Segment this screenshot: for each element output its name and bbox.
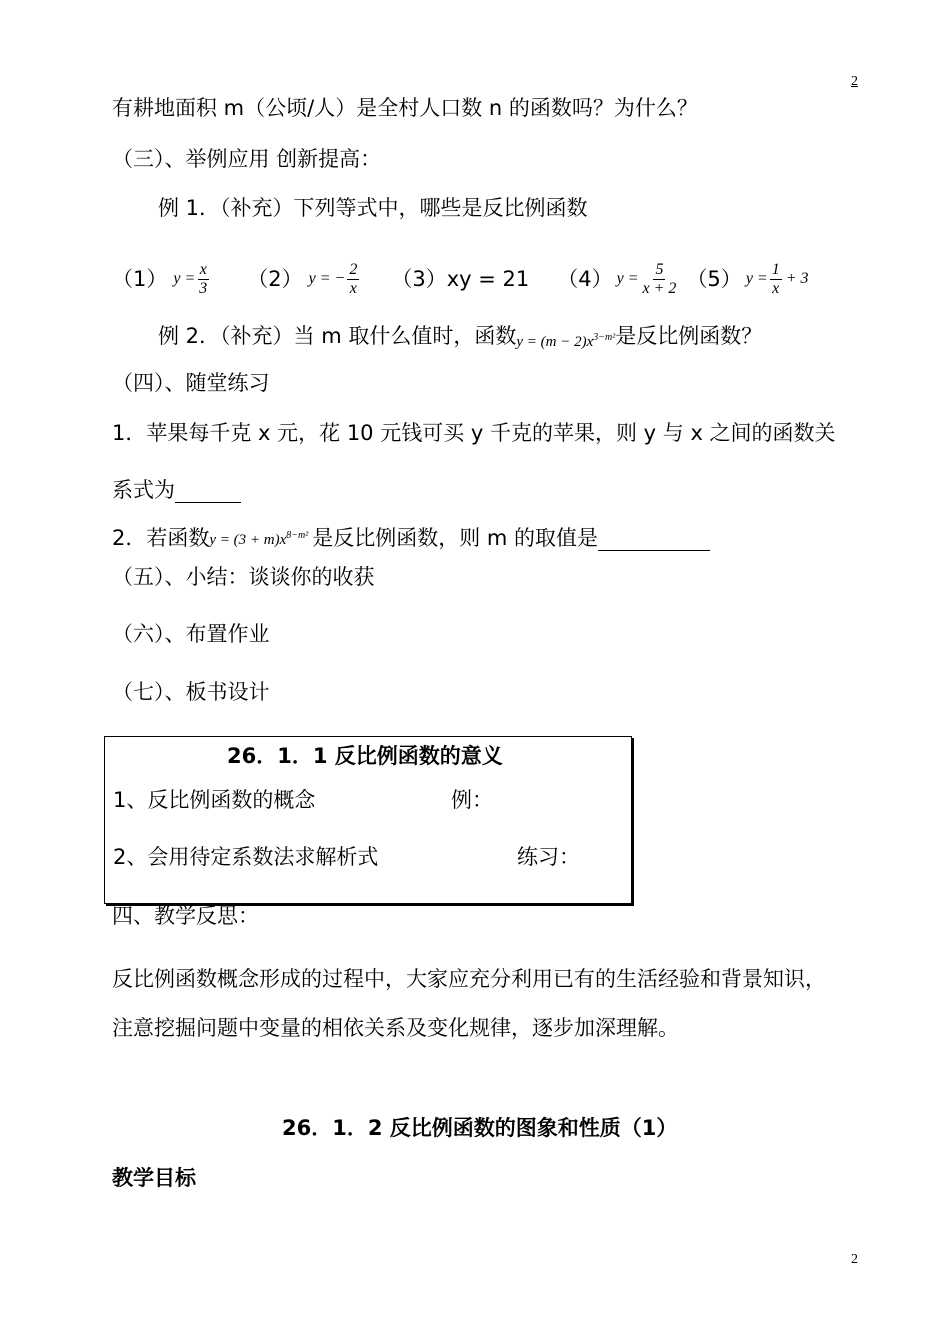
- option-5-label: （5）: [686, 267, 742, 291]
- board-item-1: 1、反比例函数的概念: [113, 788, 316, 812]
- option-1-fraction: [197, 261, 209, 298]
- option-2-numerator: 2: [349, 260, 358, 278]
- board-item-1-right: 例：: [451, 788, 493, 812]
- practice-2-formula-base: y = (3 + m)x: [209, 532, 287, 548]
- practice-1-text-b: 系式为: [112, 478, 175, 502]
- option-1-label: （1）: [112, 267, 168, 291]
- page-number-bottom: 2: [851, 1252, 858, 1267]
- option-5-numerator: 1: [771, 260, 780, 278]
- option-4-numerator: 5: [655, 260, 664, 278]
- option-2-fraction: [347, 261, 359, 298]
- next-section-title: 26．1．2 反比例函数的图象和性质（1）: [282, 1116, 678, 1140]
- practice-2-line: [112, 520, 710, 551]
- section-heading-4: （四）、随堂练习: [112, 371, 270, 395]
- example-1-options: [112, 253, 809, 305]
- practice-2-formula: [209, 530, 308, 549]
- practice-1-answer-blank[interactable]: [175, 470, 241, 503]
- option-4-fraction: [641, 261, 679, 298]
- option-3: （3）xy = 21: [391, 267, 530, 291]
- practice-2-answer-blank[interactable]: [598, 520, 710, 551]
- board-item-2: 2、会用待定系数法求解析式: [113, 845, 379, 869]
- option-4-lhs: y =: [616, 270, 639, 287]
- option-5-fraction: [770, 261, 782, 298]
- practice-1-line-a: 1．苹果每千克 x 元，花 10 元钱可买 y 千克的苹果，则 y 与 x 之间的函数关: [112, 421, 836, 445]
- example-1-text: 例 1．（补充）下列等式中，哪些是反比例函数: [158, 196, 588, 220]
- example-2-text-b: 是反比例函数？: [615, 323, 763, 348]
- section-heading-3: （三）、举例应用 创新提高：: [112, 147, 382, 171]
- example-2-formula-base: y = (m − 2)x: [516, 334, 594, 350]
- section-heading-7: （七）、板书设计: [112, 680, 270, 704]
- reflection-heading: 四、教学反思：: [112, 904, 259, 928]
- example-2-text-a: 例 2．（补充）当 m 取什么值时，函数: [158, 323, 517, 348]
- example-2-formula: [516, 332, 615, 351]
- option-1-numerator: x: [199, 260, 207, 278]
- option-4-denominator: x + 2: [642, 279, 677, 297]
- option-2-lhs: y = −: [308, 270, 346, 287]
- section-heading-6: （六）、布置作业: [112, 622, 270, 646]
- board-title: 26．1．1 反比例函数的意义: [227, 744, 503, 768]
- board-item-2-right: 练习：: [517, 845, 580, 869]
- reflection-paragraph-2: 注意挖掘问题中变量的相依关系及变化规律，逐步加深理解。: [112, 1016, 679, 1040]
- practice-2-text-b: 是反比例函数，则 m 的取值是: [312, 526, 599, 550]
- example-2-line: [158, 320, 762, 351]
- page-number-top: 2: [851, 74, 858, 89]
- option-2-label: （2）: [247, 267, 303, 291]
- text-line-1: 有耕地面积 m（公顷/人）是全村人口数 n 的函数吗？为什么？: [112, 96, 698, 120]
- practice-1-line-b: [112, 470, 241, 503]
- option-4-label: （4）: [557, 267, 613, 291]
- option-2-denominator: x: [349, 279, 357, 297]
- option-5-denominator: x: [772, 279, 780, 297]
- option-1-denominator: 3: [199, 279, 208, 297]
- board-design-box: [104, 736, 632, 904]
- reflection-paragraph-1: 反比例函数概念形成的过程中，大家应充分利用已有的生活经验和背景知识，: [112, 967, 826, 991]
- option-5-lhs: y =: [745, 270, 768, 287]
- example-2-formula-exponent: 3−m²: [593, 332, 616, 343]
- practice-2-formula-exponent: 8−m²: [286, 530, 309, 541]
- next-section-subtitle: 教学目标: [112, 1166, 196, 1190]
- option-1-lhs: y =: [173, 270, 196, 287]
- practice-2-text-a: 2．若函数: [112, 526, 210, 550]
- section-heading-5: （五）、小结：谈谈你的收获: [112, 565, 375, 589]
- option-5-rhs: + 3: [785, 270, 809, 287]
